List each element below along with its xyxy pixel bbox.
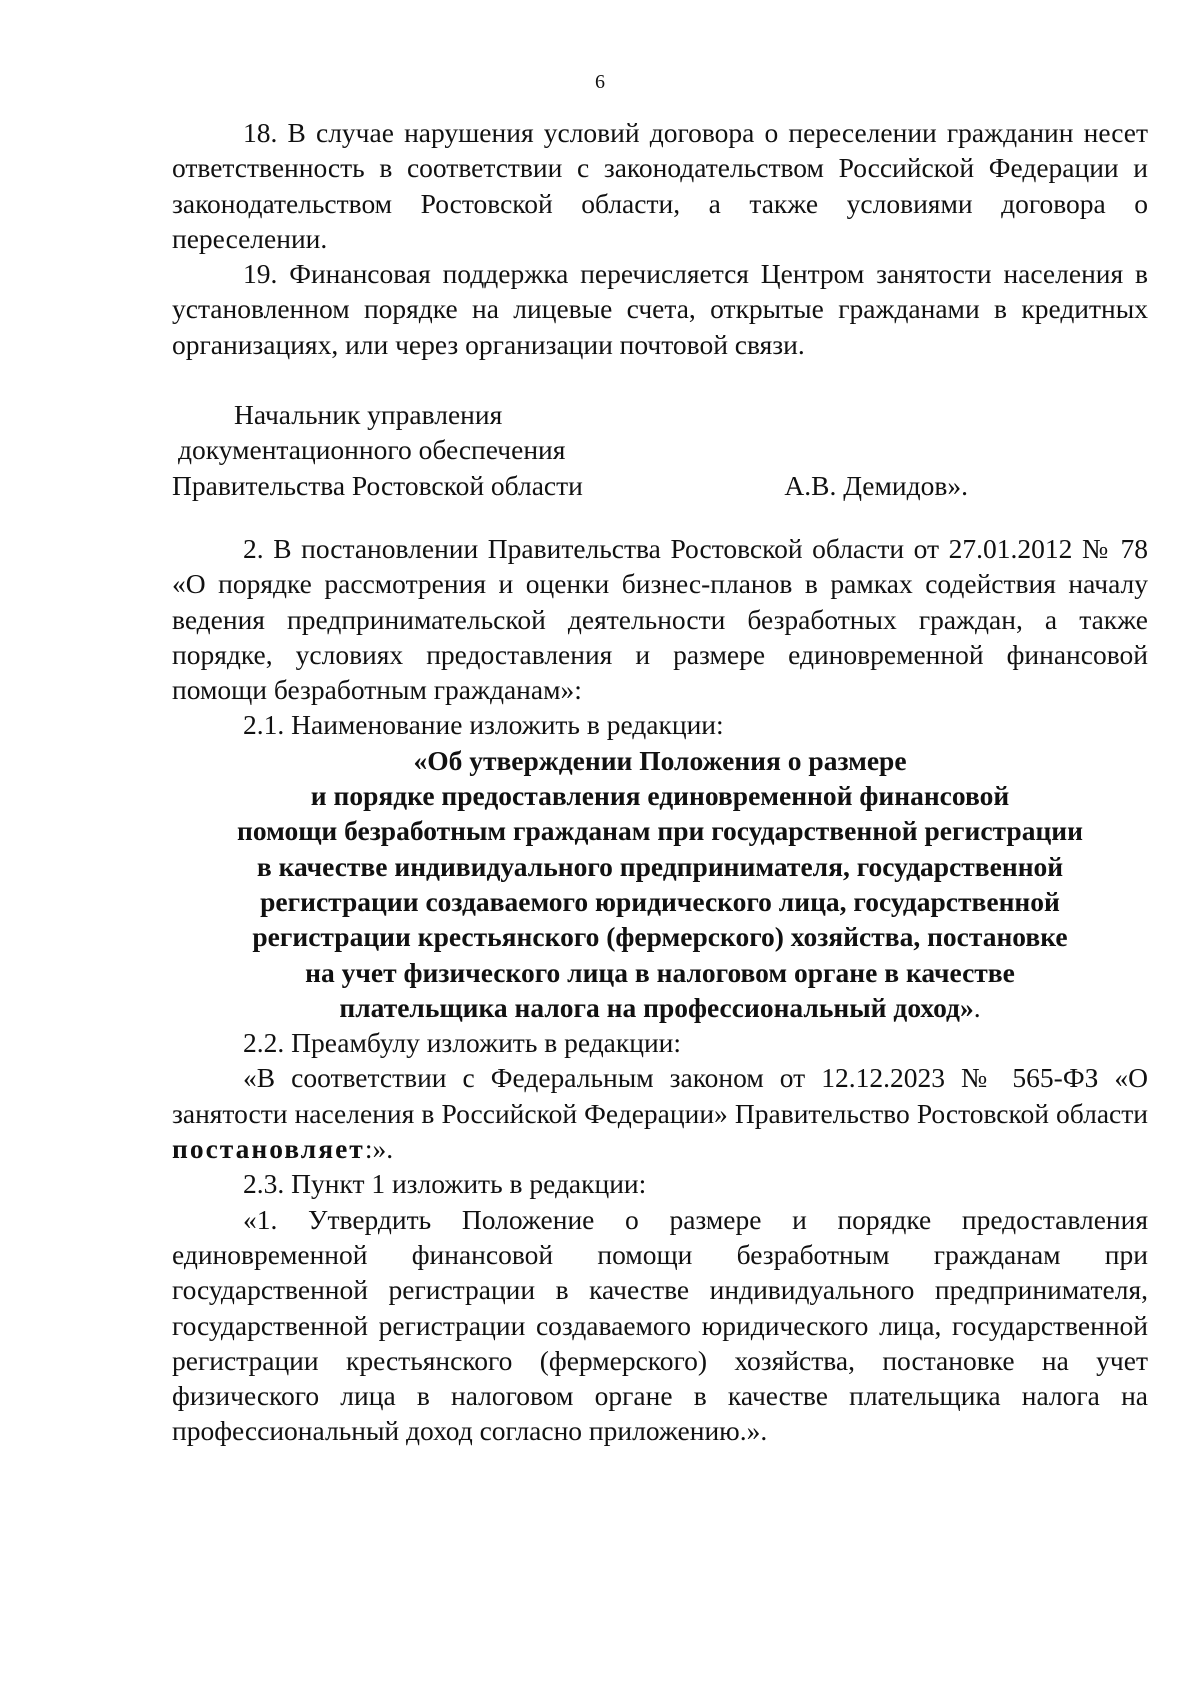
- title-line-1: «Об утверждении Положения о размере: [413, 744, 907, 776]
- title-line-2: и порядке предоставления единовременной финансовой: [310, 780, 1010, 812]
- title-line-7: на учет физического лица в налоговом органе в качестве: [305, 956, 1015, 988]
- signature-position-line-1: Начальник управления: [234, 399, 503, 431]
- signature-position-line-2: документационного обеспечения: [178, 434, 566, 466]
- point-1-paragraph: «1. Утвердить Положение о размере и порядке предоставления единовременной финансовой помощи безработным гражданам при государственной регистрации в качестве индивидуального предпринимателя, государственной регистрации создаваемого юридического лица, государственной регистрации крестьянского (фермерского) хозяйства, постановке на учет физического лица в налоговом органе в качестве плательщика налога на профессиональный доход согласно приложению.».: [172, 1203, 1148, 1447]
- page-number: 6: [595, 71, 605, 93]
- signature-name: А.В. Демидов».: [784, 469, 968, 501]
- signature-row: [172, 468, 1148, 503]
- preamble-paragraph: [172, 1060, 1148, 1166]
- paragraph-18: 18. В случае нарушения условий договора о переселении гражданин несет ответственность в соответствии с законодательством Российской Федерации и законодательством Ростовской области, а также условиями договора о переселении.: [172, 117, 1148, 254]
- item-2-1: 2.1. Наименование изложить в редакции:: [243, 709, 724, 741]
- title-line-4: в качестве индивидуального предпринимателя, государственной: [256, 850, 1064, 882]
- title-line-3: помощи безработным гражданам при государственной регистрации: [237, 815, 1083, 847]
- new-title-heading: [172, 743, 1148, 1025]
- preamble-bold-word: постановляет: [172, 1133, 365, 1165]
- title-end-period: .: [973, 991, 981, 1023]
- item-2-3: 2.3. Пункт 1 изложить в редакции:: [243, 1168, 647, 1200]
- title-line-8: плательщика налога на профессиональный доход»: [339, 991, 974, 1023]
- preamble-end: :».: [364, 1133, 394, 1165]
- signature-position-line-3: Правительства Ростовской области: [172, 469, 583, 501]
- title-line-5: регистрации создаваемого юридического лица, государственной: [260, 885, 1060, 917]
- title-line-6: регистрации крестьянского (фермерского) хозяйства, постановке: [252, 921, 1068, 953]
- item-2-2: 2.2. Преамбулу изложить в редакции:: [243, 1027, 682, 1059]
- title-line-8-wrapper: [172, 990, 1148, 1025]
- signature-block: [172, 397, 1148, 503]
- preamble-text: «В соответствии с Федеральным законом от 12.12.2023 № 565-ФЗ «О занятости населения в Российской Федерации» Правительство Ростовской области: [172, 1062, 1148, 1129]
- paragraph-19: 19. Финансовая поддержка перечисляется Центром занятости населения в установленном порядке на лицевые счета, открытые гражданами в кредитных организациях, или через организации почтовой связи.: [172, 258, 1148, 360]
- document-body: [172, 115, 1148, 1449]
- section-2-intro: 2. В постановлении Правительства Ростовской области от 27.01.2012 № 78 «О порядке рассмотрения и оценки бизнес-планов в рамках содействия началу ведения предпринимательской деятельности безработных граждан, а также порядке, условиях предоставления и размере единовременной финансовой помощи безработным гражданам»:: [172, 532, 1148, 706]
